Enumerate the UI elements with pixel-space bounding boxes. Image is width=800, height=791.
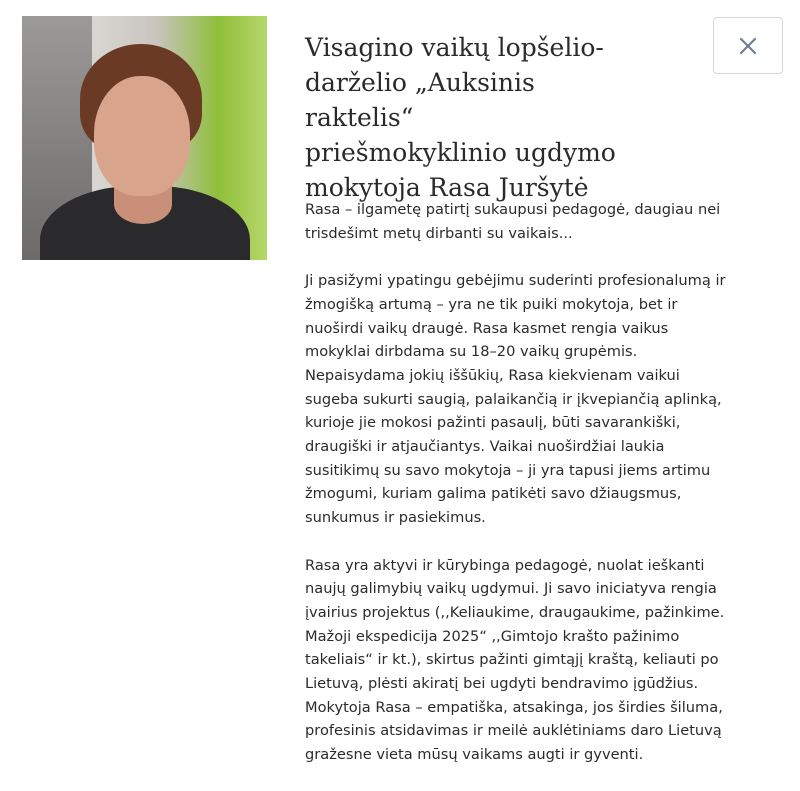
text-line: Ji pasižymi ypatingu gebėjimu suderinti profesionalumą ir xyxy=(305,272,726,290)
text-line: draugiški ir atjaučiantys. Vaikai nuoširdžiai laukia xyxy=(305,438,665,456)
text-line: Mažoji ekspedicija 2025“ ,,Gimtojo krašto pažinimo xyxy=(305,627,680,645)
text-line: kurioje jie mokosi pažinti pasaulį, būti savarankiški, xyxy=(305,414,681,432)
text-line: Lietuvą, plėsti akiratį bei ugdyti bendravimo įgūdžius. xyxy=(305,675,699,693)
text-line: takeliais“ ir kt.), skirtus pažinti gimtąjį kraštą, keliauti po xyxy=(305,651,719,669)
text-line: žmogišką artumą – yra ne tik puiki mokytoja, bet ir xyxy=(305,295,678,313)
text-line: nuoširdi vaikų draugė. Rasa kasmet rengia vaikus xyxy=(305,319,669,337)
text-line: naujų galimybių vaikų ugdymui. Ji savo iniciatyva rengia xyxy=(305,580,717,598)
biography-paragraph xyxy=(305,269,785,530)
text-line: sugeba sukurti saugią, palaikančią ir įkvepiančią aplinką, xyxy=(305,390,722,408)
biography-paragraph xyxy=(305,554,785,767)
text-line: Mokytoja Rasa – empatiška, atsakinga, jos širdies šiluma, xyxy=(305,698,723,716)
text-line: Rasa yra aktyvi ir kūrybinga pedagogė, nuolat ieškanti xyxy=(305,556,705,574)
title-line: priešmokyklinio ugdymo xyxy=(305,138,616,167)
text-line: trisdešimt metų dirbanti su vaikais... xyxy=(305,224,573,242)
title-line: darželio „Auksinis raktelis“ xyxy=(305,68,535,132)
biography-paragraph xyxy=(305,198,785,245)
text-line: profesinis atsidavimas ir meilė auklėtiniams daro Lietuvą xyxy=(305,722,722,740)
text-line: susitikimų su savo mokytoja – ji yra tapusi jiems artimu xyxy=(305,461,711,479)
photo-face xyxy=(94,76,190,196)
text-line: Nepaisydama jokių iššūkių, Rasa kiekvienam vaikui xyxy=(305,366,680,384)
text-line: sunkumus ir pasiekimus. xyxy=(305,509,486,527)
close-button[interactable] xyxy=(713,17,783,74)
biography-text xyxy=(305,198,785,791)
text-line: žmogumi, kuriam galima patikėti savo džiaugsmus, xyxy=(305,485,682,503)
title-line: Visagino vaikų lopšelio- xyxy=(305,33,604,62)
text-line: įvairius projektus (,,Keliaukime, draugaukime, pažinkime. xyxy=(305,603,725,621)
close-icon xyxy=(739,37,757,55)
text-line: gražesne vieta mūsų vaikams augti ir gyventi. xyxy=(305,746,644,764)
page-title xyxy=(305,30,635,205)
title-line: mokytoja Rasa Juršytė xyxy=(305,173,589,202)
text-line: Rasa – ilgametę patirtį sukaupusi pedagogė, daugiau nei xyxy=(305,201,721,218)
text-line: mokyklai dirbdama su 18–20 vaikų grupėmis. xyxy=(305,343,638,361)
teacher-photo xyxy=(22,16,267,260)
